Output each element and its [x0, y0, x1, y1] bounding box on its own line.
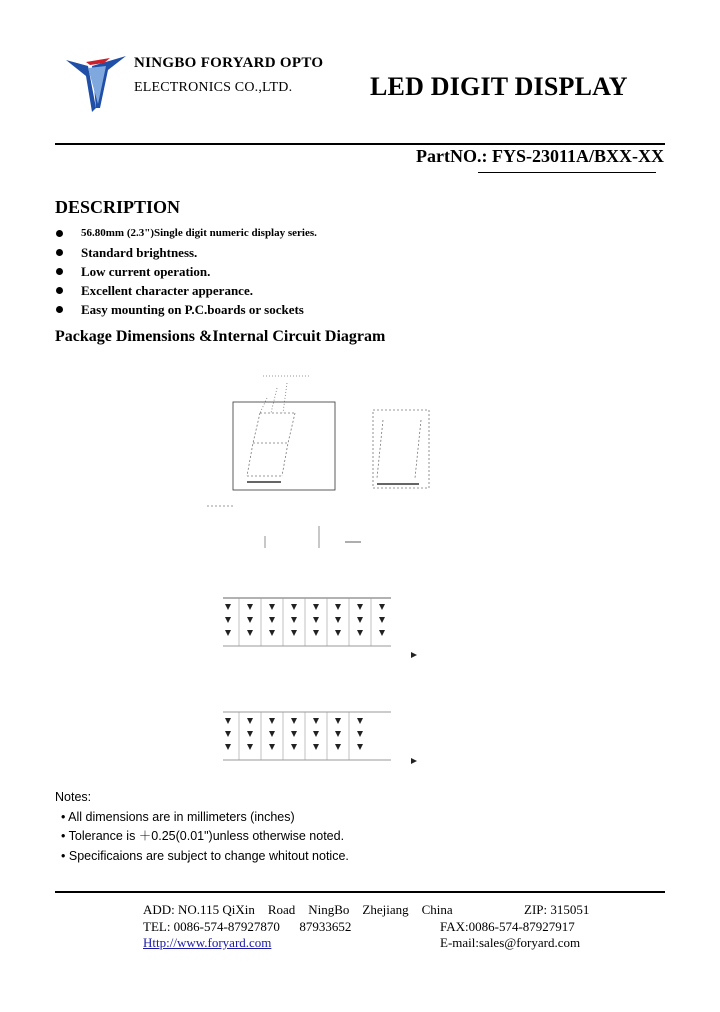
- company-logo: [66, 56, 132, 116]
- list-item: • Tolerance is ＋0.25(0.01")unless otherwise noted.: [61, 829, 345, 843]
- footer-fax: FAX:0086-574-87927917: [440, 919, 575, 934]
- bullet-icon: [56, 268, 63, 275]
- description-heading: DESCRIPTION: [55, 197, 181, 217]
- package-dimension-drawing: [205, 358, 475, 783]
- bullet-icon: [56, 249, 63, 256]
- website-link[interactable]: Http://www.foryard.com: [143, 935, 272, 950]
- list-item: • All dimensions are in millimeters (inches): [61, 809, 295, 824]
- footer-email: E-mail:sales@foryard.com: [440, 935, 581, 950]
- list-item: Easy mounting on P.C.boards or sockets: [55, 300, 317, 319]
- footer-tel: TEL: 0086-574-87927870 87933652: [143, 919, 352, 934]
- footer-zip: ZIP: 315051: [524, 902, 590, 917]
- bullet-icon: [56, 306, 63, 313]
- footer-address: ADD: NO.115 QiXin Road NingBo Zhejiang China: [143, 902, 453, 917]
- list-item: • Specificaions are subject to change whitout notice.: [61, 848, 349, 863]
- company-name-line2: ELECTRONICS CO.,LTD.: [134, 80, 293, 95]
- bullet-icon: [56, 230, 63, 237]
- header-divider: [55, 143, 665, 145]
- list-item: Excellent character apperance.: [55, 281, 317, 300]
- bullet-icon: [56, 287, 63, 294]
- part-number-underline: [478, 172, 656, 173]
- footer-divider: [55, 891, 665, 893]
- part-number: PartNO.: FYS-23011A/BXX-XX: [416, 146, 664, 166]
- document-title: LED DIGIT DISPLAY: [370, 72, 628, 101]
- package-heading: Package Dimensions &Internal Circuit Diagram: [55, 328, 386, 345]
- company-name-line1: NINGBO FORYARD OPTO: [134, 55, 324, 71]
- feature-list: [55, 224, 317, 319]
- list-item: Low current operation.: [55, 262, 317, 281]
- notes-section: [55, 788, 349, 866]
- notes-heading: Notes:: [55, 790, 92, 804]
- list-item: Standard brightness.: [55, 243, 317, 262]
- list-item: 56.80mm (2.3")Single digit numeric display series.: [55, 224, 317, 243]
